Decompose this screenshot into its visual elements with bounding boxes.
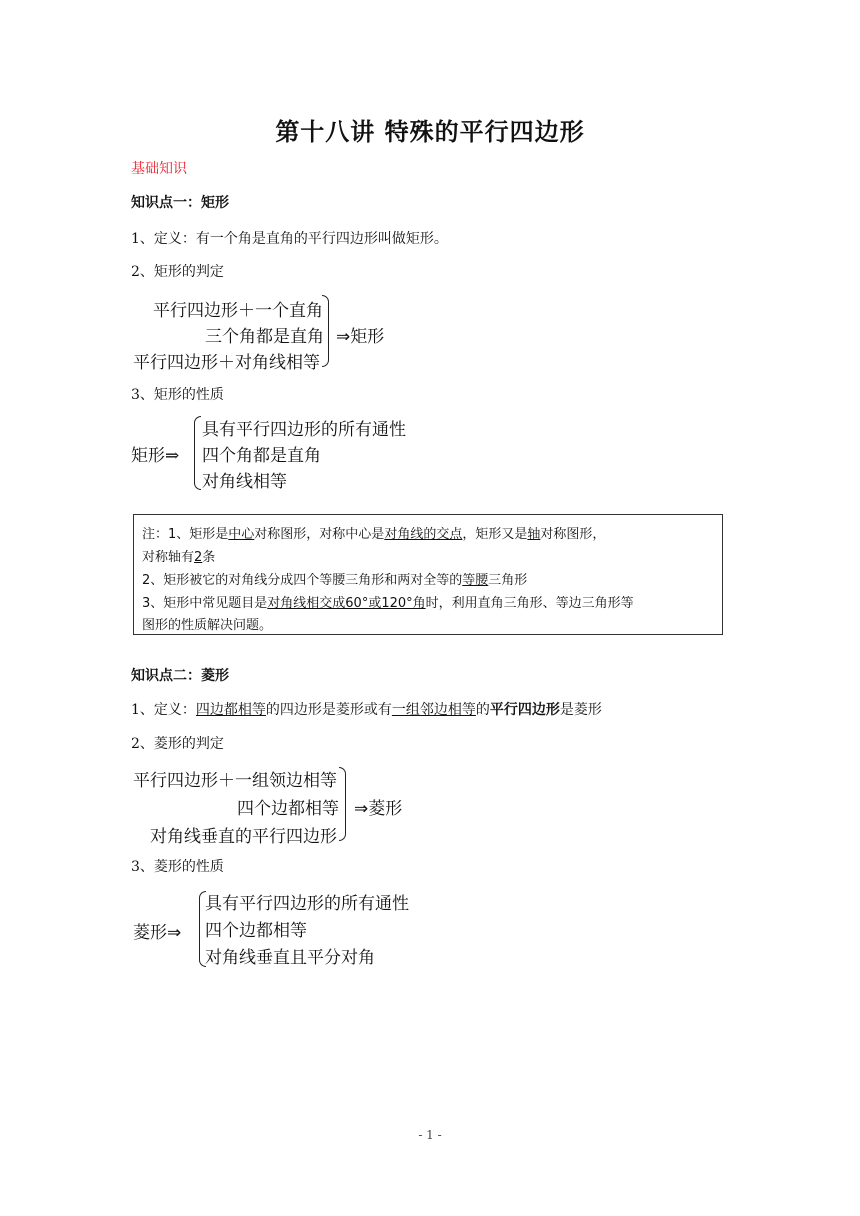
kp1-prop-brace — [194, 416, 201, 490]
kp2-heading: 知识点二：菱形 — [131, 668, 229, 684]
kp2-definition: 1、定义：四边都相等的四边形是菱形或有一组邻边相等的平行四边形是菱形 — [131, 702, 602, 718]
note-line-4: 3、矩形中常见题目是对角线相交成60°或120°角时，利用直角三角形、等边三角形等 — [142, 596, 634, 611]
kp1-judge-brace — [322, 295, 329, 367]
kp1-judge-result: ⇒矩形 — [336, 327, 385, 347]
section-heading: 基础知识 — [131, 161, 187, 177]
note-line-2: 对称轴有2条 — [142, 550, 216, 565]
kp1-judge-line-3: 平行四边形＋对角线相等 — [133, 353, 320, 373]
kp2-judge-line-2: 四个边都相等 — [237, 799, 339, 819]
kp2-prop-line-1: 具有平行四边形的所有通性 — [205, 894, 409, 914]
kp2-judge-brace — [339, 767, 346, 841]
note-box — [133, 514, 723, 635]
kp1-prop-line-1: 具有平行四边形的所有通性 — [202, 420, 406, 440]
kp2-judge-line-3: 对角线垂直的平行四边形 — [150, 827, 337, 847]
kp2-judge-line-1: 平行四边形＋一组领边相等 — [133, 771, 337, 791]
note-line-5: 图形的性质解决问题。 — [142, 618, 273, 633]
kp2-prop-subject: 菱形⇒ — [133, 923, 182, 943]
page-number: - 1 - — [418, 1128, 442, 1142]
page-title: 第十八讲 特殊的平行四边形 — [275, 118, 585, 146]
kp1-judge-line-2: 三个角都是直角 — [205, 327, 324, 347]
kp1-judge-line-1: 平行四边形＋一个直角 — [153, 301, 323, 321]
kp1-prop-label: 3、矩形的性质 — [131, 387, 224, 403]
note-line-1: 注：1、矩形是中心对称图形，对称中心是对角线的交点，矩形又是轴对称图形， — [142, 527, 606, 542]
kp1-judge-label: 2、矩形的判定 — [131, 264, 224, 280]
kp2-judge-label: 2、菱形的判定 — [131, 736, 224, 752]
kp1-prop-line-3: 对角线相等 — [202, 472, 287, 492]
kp2-prop-line-3: 对角线垂直且平分对角 — [205, 948, 375, 968]
kp2-prop-label: 3、菱形的性质 — [131, 859, 224, 875]
kp1-definition: 1、定义：有一个角是直角的平行四边形叫做矩形。 — [131, 231, 448, 247]
note-line-3: 2、矩形被它的对角线分成四个等腰三角形和两对全等的等腰三角形 — [142, 573, 528, 588]
kp1-prop-line-2: 四个角都是直角 — [202, 446, 321, 466]
kp2-judge-result: ⇒菱形 — [354, 799, 403, 819]
kp2-prop-line-2: 四个边都相等 — [205, 921, 307, 941]
kp1-prop-subject: 矩形⇒ — [131, 446, 180, 466]
kp1-heading: 知识点一：矩形 — [131, 195, 229, 211]
